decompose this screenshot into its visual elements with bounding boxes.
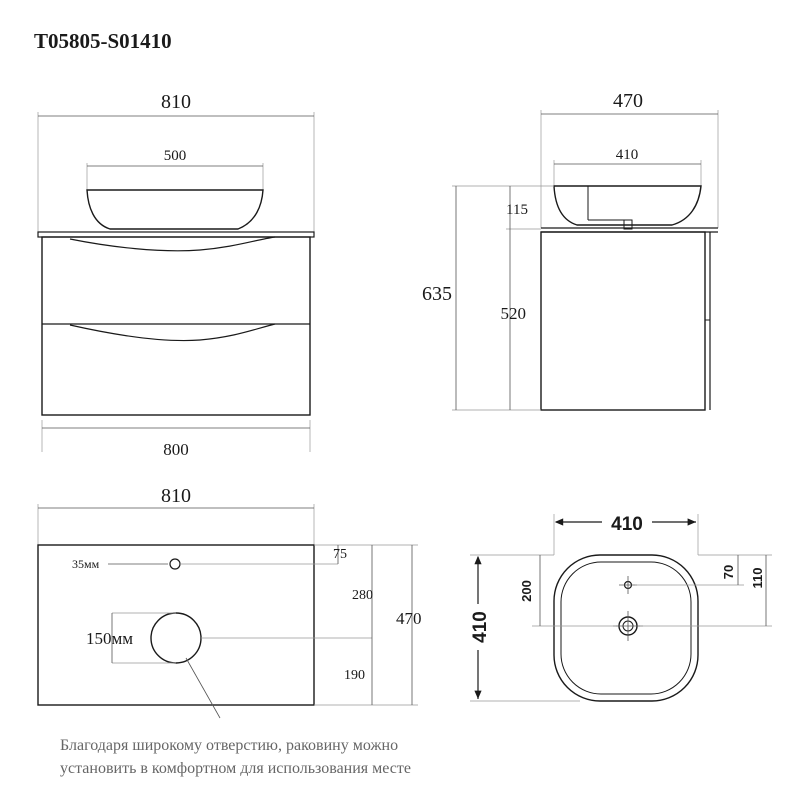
dim-280-label: 280 xyxy=(352,588,373,603)
large-hole xyxy=(151,613,201,663)
front-basin xyxy=(87,190,263,229)
dim-190-label: 190 xyxy=(344,668,365,683)
side-basin-depth-label: 410 xyxy=(615,147,639,163)
front-cabinet xyxy=(42,237,310,415)
front-basin-width-label: 500 xyxy=(163,148,187,164)
top-width-label: 810 xyxy=(161,485,191,507)
note-line-2: установить в комфортном для использования месте xyxy=(60,760,411,777)
top-depth-label: 470 xyxy=(396,609,422,628)
dim-70-label: 70 xyxy=(721,564,736,580)
side-cabinet-height-label: 520 xyxy=(500,304,526,323)
front-countertop xyxy=(38,232,314,237)
basin-outer xyxy=(554,555,698,701)
front-overall-width-label: 810 xyxy=(161,91,191,113)
side-cabinet xyxy=(541,232,705,410)
side-basin xyxy=(554,186,701,225)
note-line-1: Благодаря широкому отверстию, раковину можно xyxy=(60,737,399,754)
small-hole-label: 35мм xyxy=(72,557,100,571)
small-hole xyxy=(170,559,180,569)
side-total-height-label: 635 xyxy=(422,283,452,305)
side-basin-height-label: 115 xyxy=(506,202,528,218)
dim-110-label: 110 xyxy=(750,567,765,589)
side-view xyxy=(422,90,718,410)
top-view xyxy=(38,485,422,718)
dim-200-label: 200 xyxy=(519,580,534,602)
basin-depth-label: 410 xyxy=(470,611,491,643)
drawing-title: T05805-S01410 xyxy=(34,29,172,53)
basin-width-label: 410 xyxy=(611,514,643,535)
large-hole-label: 150мм xyxy=(86,629,134,648)
front-cabinet-width-label: 800 xyxy=(163,440,189,459)
front-view xyxy=(38,91,314,459)
dim-75-label: 75 xyxy=(333,547,347,562)
basin-top-view xyxy=(466,510,772,701)
side-overall-depth-label: 470 xyxy=(613,90,643,112)
